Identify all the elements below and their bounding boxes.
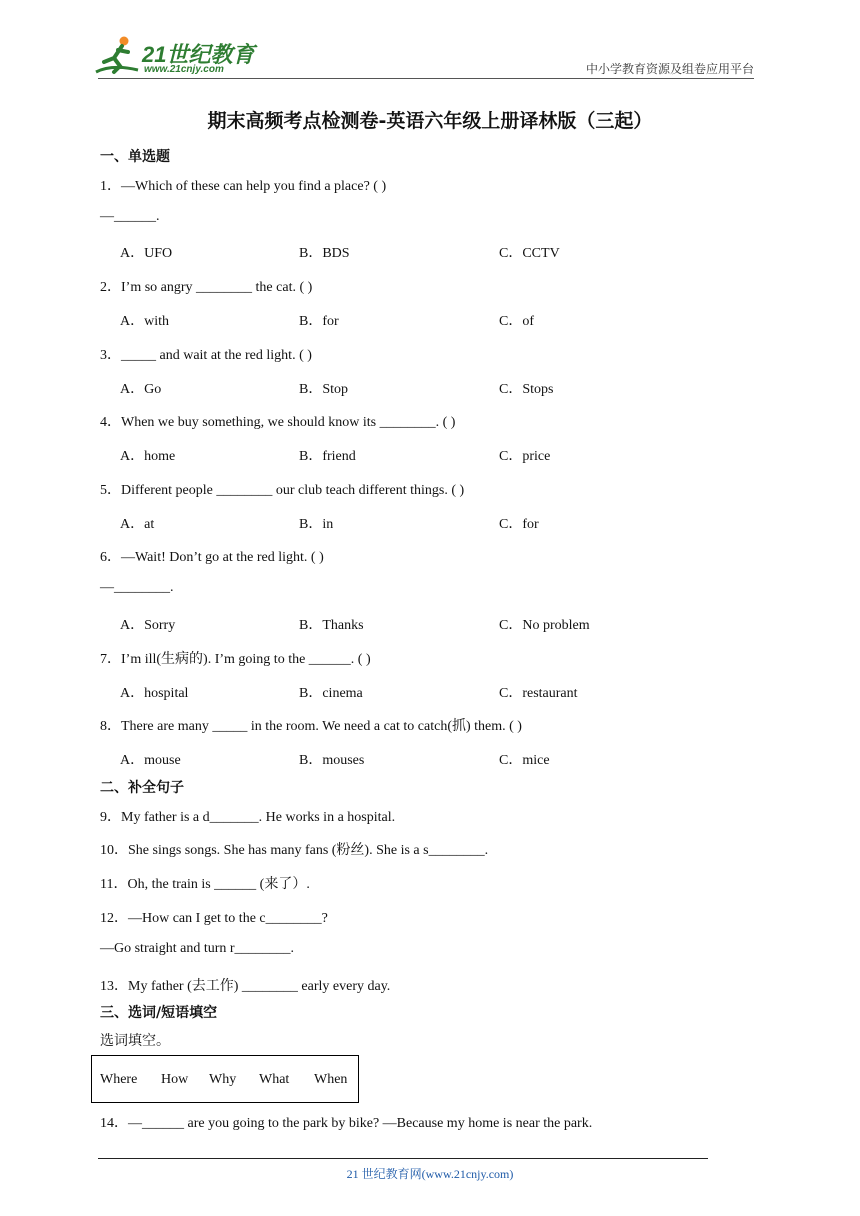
question-3-options (120, 378, 720, 398)
question-12-stem: 12．—How can I get to the c________? (100, 911, 328, 926)
question-1-stem: 1．—Which of these can help you find a place? ( ) (100, 179, 387, 194)
question-3-stem: 3．_____ and wait at the red light. ( ) (100, 348, 312, 363)
word-bank-box (91, 1055, 359, 1103)
question-7-stem: 7．I’m ill(生病的). I’m going to the ______. ( ) (100, 652, 371, 667)
option-b[interactable]: B．BDS (299, 246, 350, 261)
word-bank-item: Where (100, 1072, 138, 1087)
option-a[interactable]: A．with (120, 314, 169, 329)
footer-text: 21 世纪教育网(www.21cnjy.com) (346, 1167, 514, 1181)
header-divider (98, 78, 754, 79)
question-9: 9．My father is a d_______. He works in a hospital. (100, 810, 396, 825)
word-bank-item: When (314, 1072, 348, 1087)
question-2-options (120, 310, 720, 330)
page-title: 期末高频考点检测卷-英语六年级上册译林版（三起） (207, 110, 653, 132)
footer-divider (98, 1158, 708, 1159)
question-1-answer-line: —______. (100, 209, 160, 224)
question-2-stem: 2．I’m so angry ________ the cat. ( ) (100, 280, 313, 295)
option-a[interactable]: A．Sorry (120, 618, 176, 633)
question-8-stem: 8．There are many _____ in the room. We need a cat to catch(抓) them. ( ) (100, 719, 522, 734)
question-13: 13．My father (去工作) ________ early every day. (100, 979, 391, 994)
question-4-stem: 4．When we buy something, we should know its ________. ( ) (100, 415, 456, 430)
option-a[interactable]: A．home (120, 449, 176, 464)
section-heading-complete-sentences: 二、补全句子 (100, 780, 184, 796)
option-c[interactable]: C．CCTV (499, 246, 560, 261)
option-b[interactable]: B．Stop (299, 382, 349, 397)
option-c[interactable]: C．mice (499, 753, 550, 768)
word-bank-item: What (259, 1072, 290, 1087)
question-6-answer-line: —________. (100, 580, 174, 595)
header-platform-text: 中小学教育资源及组卷应用平台 (585, 62, 754, 76)
question-7-options (120, 682, 720, 702)
option-b[interactable]: B．in (299, 517, 334, 532)
option-c[interactable]: C．restaurant (499, 686, 578, 701)
question-10: 10．She sings songs. She has many fans (粉丝). She is a s________. (100, 843, 489, 858)
question-4-options (120, 445, 720, 465)
option-c[interactable]: C．price (499, 449, 551, 464)
word-bank-item: How (161, 1072, 189, 1087)
option-c[interactable]: C．of (499, 314, 534, 329)
option-b[interactable]: B．friend (299, 449, 356, 464)
logo-text: 21世纪教育 (142, 42, 255, 67)
option-c[interactable]: C．for (499, 517, 539, 532)
instruction-text: 选词填空。 (100, 1034, 170, 1049)
question-14: 14．—______ are you going to the park by bike? —Because my home is near the park. (100, 1116, 593, 1131)
option-b[interactable]: B．mouses (299, 753, 365, 768)
question-11: 11．Oh, the train is ______ (来了）. (100, 877, 310, 892)
option-c[interactable]: C．Stops (499, 382, 554, 397)
option-a[interactable]: A．UFO (120, 246, 173, 261)
word-bank-item: Why (209, 1072, 237, 1087)
option-b[interactable]: B．cinema (299, 686, 363, 701)
runner-logo-icon (92, 34, 142, 78)
logo (92, 34, 262, 78)
section-heading-single-choice: 一、单选题 (100, 149, 170, 165)
question-6-options (120, 614, 720, 634)
question-12-answer: —Go straight and turn r________. (100, 941, 295, 956)
option-a[interactable]: A．hospital (120, 686, 189, 701)
question-5-stem: 5．Different people ________ our club teach different things. ( ) (100, 483, 465, 498)
option-b[interactable]: B．for (299, 314, 339, 329)
option-b[interactable]: B．Thanks (299, 618, 364, 633)
question-1-options (120, 242, 720, 262)
option-a[interactable]: A．mouse (120, 753, 181, 768)
logo-url: www.21cnjy.com (144, 64, 224, 75)
option-a[interactable]: A．at (120, 517, 155, 532)
section-heading-word-fill: 三、选词/短语填空 (100, 1005, 218, 1021)
question-8-options (120, 749, 720, 769)
question-5-options (120, 513, 720, 533)
question-6-stem: 6．—Wait! Don’t go at the red light. ( ) (100, 550, 324, 565)
option-a[interactable]: A．Go (120, 382, 162, 397)
option-c[interactable]: C．No problem (499, 618, 590, 633)
